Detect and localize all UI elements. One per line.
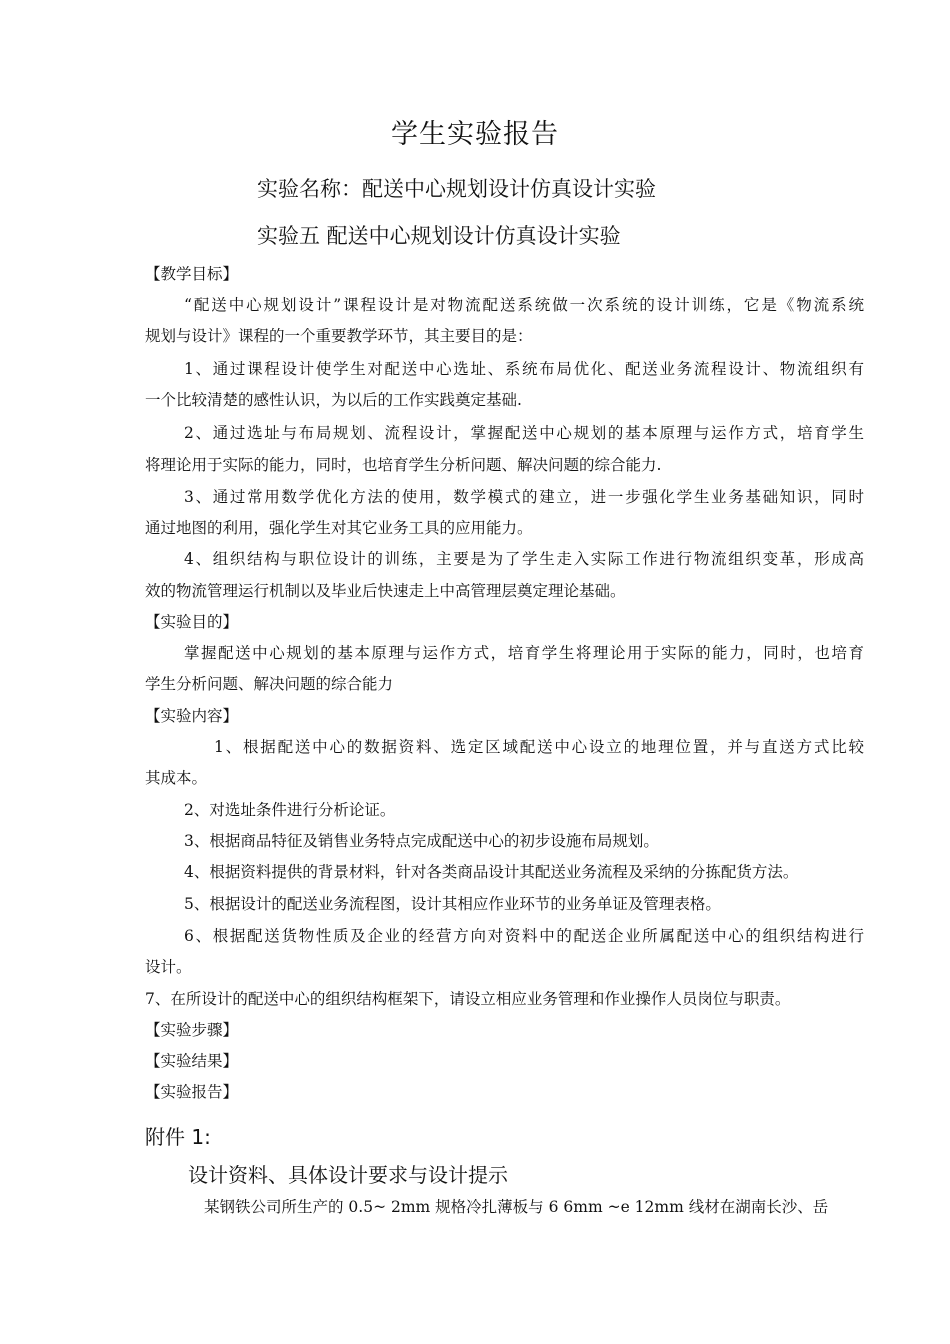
paragraph-line: 某钢铁公司所生产的 0.5~ 2mm 规格冷扎薄板与 6 6mm ~e 12mm 线材在湖南长沙、岳: [204, 1198, 829, 1216]
list-item: 4、根据资料提供的背景材料，针对各类商品设计其配送业务流程及采纳的分拣配货方法。: [184, 863, 799, 881]
list-item: 5、根据设计的配送业务流程图，设计其相应作业环节的业务单证及管理表格。: [184, 895, 721, 913]
list-item: 4、组织结构与职位设计的训练，主要是为了学生走入实际工作进行物流组织变革，形成高: [184, 550, 864, 568]
list-item: 2、对选址条件进行分析论证。: [184, 801, 396, 819]
experiment-name: 实验名称：配送中心规划设计仿真设计实验: [257, 177, 656, 201]
paragraph-line: 规划与设计》课程的一个重要教学环节，其主要目的是：: [145, 327, 533, 345]
list-item: 1、通过课程设计使学生对配送中心选址、系统布局优化、配送业务流程设计、物流组织有: [184, 360, 864, 378]
list-item: 7、在所设计的配送中心的组织结构框架下，请设立相应业务管理和作业操作人员岗位与职责。: [145, 990, 791, 1008]
list-item: 2、通过选址与布局规划、流程设计，掌握配送中心规划的基本原理与运作方式，培育学生: [184, 424, 864, 442]
list-item: 6、根据配送货物性质及企业的经营方向对资料中的配送企业所属配送中心的组织结构进行: [184, 927, 864, 945]
list-item-continuation: 设计。: [145, 958, 192, 976]
list-item-continuation: 通过地图的利用，强化学生对其它业务工具的应用能力。: [145, 519, 533, 537]
paragraph-line: 学生分析问题、解决问题的综合能力: [145, 675, 394, 693]
paragraph-line: “配送中心规划设计”课程设计是对物流配送系统做一次系统的设计训练，它是《物流系统: [184, 296, 864, 314]
list-item: 3、通过常用数学优化方法的使用，数学模式的建立，进一步强化学生业务基础知识，同时: [184, 488, 864, 506]
results-heading: 【实验结果】: [145, 1052, 239, 1070]
steps-heading: 【实验步骤】: [145, 1021, 239, 1039]
list-item-continuation: 效的物流管理运行机制以及毕业后快速走上中高管理层奠定理论基础。: [145, 582, 626, 600]
list-item-continuation: 其成本。: [145, 769, 208, 787]
page-title: 学生实验报告: [391, 119, 559, 150]
report-heading: 【实验报告】: [145, 1083, 239, 1101]
teaching-goals-heading: 【教学目标】: [145, 265, 239, 283]
list-item-continuation: 将理论用于实际的能力，同时，也培育学生分析问题、解决问题的综合能力.: [145, 456, 662, 474]
annex-label: 附件 1:: [145, 1125, 211, 1149]
annex-subtitle: 设计资料、具体设计要求与设计提示: [188, 1163, 508, 1187]
list-item: 1、根据配送中心的数据资料、选定区域配送中心设立的地理位置，并与直送方式比较: [214, 738, 864, 756]
experiment-title: 实验五 配送中心规划设计仿真设计实验: [257, 224, 621, 248]
list-item: 3、根据商品特征及销售业务特点完成配送中心的初步设施布局规划。: [184, 832, 659, 850]
purpose-heading: 【实验目的】: [145, 613, 239, 631]
paragraph-line: 掌握配送中心规划的基本原理与运作方式，培育学生将理论用于实际的能力，同时，也培育: [184, 644, 864, 662]
list-item-continuation: 一个比较清楚的感性认识，为以后的工作实践奠定基础.: [145, 391, 522, 409]
content-heading: 【实验内容】: [145, 707, 239, 725]
